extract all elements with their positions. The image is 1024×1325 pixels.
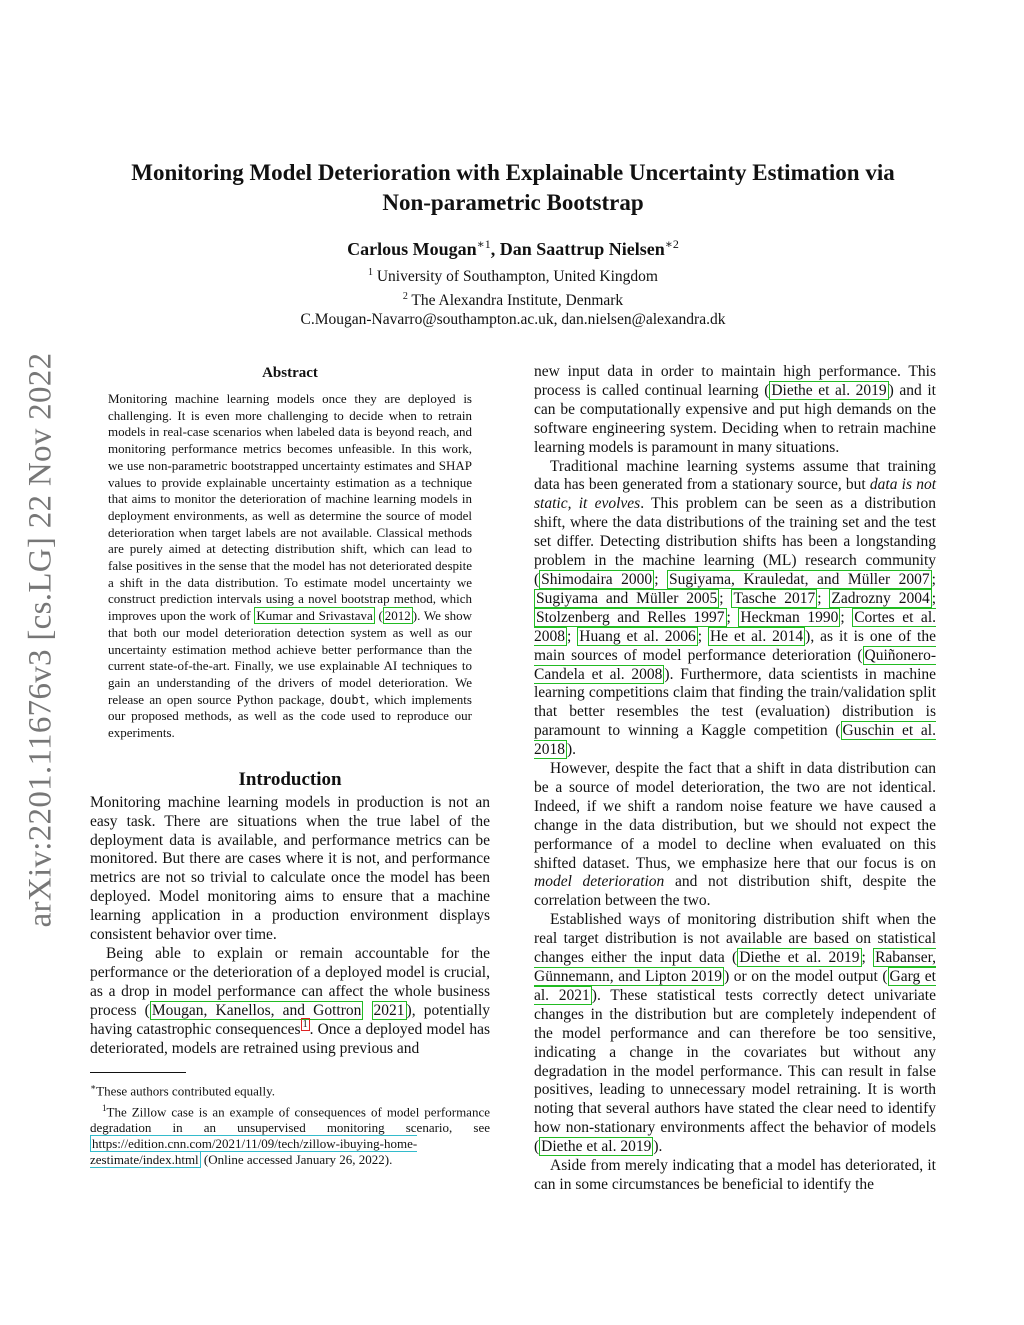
footnote-ref-link[interactable]: 1 [302,1019,308,1031]
citation-link[interactable]: 2012 [384,608,411,624]
citation-link[interactable]: Rabanser, Günnemann, and Lipton 2019 [534,949,936,985]
package-name: doubt [329,692,366,707]
citation-link[interactable]: He et al. 2014 [709,627,804,645]
abstract-text: ( [374,608,383,624]
separator: ; [840,608,853,626]
footnote-text: These authors contributed equally. [96,1083,276,1099]
abstract-heading: Abstract [262,365,318,381]
separator: ; [654,570,668,588]
separator: ; [931,589,937,607]
affil-text: The Alexandra Institute, Denmark [407,291,624,309]
author-name: Dan Saattrup Nielsen [499,239,665,259]
citation-link[interactable]: Diethe et al. 2019 [771,381,887,399]
footnote [90,1100,490,1168]
author-name: Carlous Mougan [347,239,477,259]
intro-paragraph [90,945,490,1058]
separator: ; [726,608,739,626]
separator: ; [861,949,874,967]
paragraph-text: ), potentially having catastrophic consequences [90,1001,491,1038]
abstract-text: ). We show that both our model deterioration detection system as well as our uncertainty estimation method achieve better performance than the current state-of-the-art. Finally, we use explainable AI techniques to gain an understanding of the drivers of model deterioration. We release an open source Python package, [108,608,472,707]
citation-link[interactable]: Garg et al. 2021 [534,968,936,1004]
paragraph-text: However, despite the fact that a shift in data distribution can be a source of model deterioration, the two are not identical. Indeed, if we shift a random noise feature we have caused a change in the data distribution, but we should not expect the performance of a model to decline when evaluated on this shifted dataset. Thus, we emphasize here that our focus is on [534,760,936,872]
footnote-rule [90,1072,186,1073]
separator: ; [719,589,732,607]
citation-link[interactable]: Stolzenberg and Relles 1997 [536,608,725,626]
body-paragraph [534,458,936,761]
paragraph-text: Being able to explain or remain accountable for the performance or the deterioration of a deployed model is crucial, as a drop in model performance can affect the whole business process ( [90,945,490,1019]
title-line-1: Monitoring Model Deterioration with Explainable Uncertainty Estimation via [131,160,895,185]
separator: ; [567,627,578,645]
body-paragraph [534,363,936,458]
author-affil-mark: ∗1 [476,237,491,251]
paragraph-text: ). These statistical tests correctly detect univariate changes in the distribution but are completely independent of the model performance and can therefore be too sensitive, indicating a change in the covariates but without any degradation in the model performance. This can result in false positives, leading to unnecessary model retraining. It is worth noting that several authors have stated the clear need to identify how non-stationary environments affect the behavior of models ( [534,986,936,1156]
citation-link[interactable]: Shimodaira 2000 [541,570,653,588]
paper-title [90,158,936,218]
citation-link[interactable]: Kumar and Srivastava [256,608,373,624]
paragraph-text: Traditional machine learning systems assume that training data has been generated from a stationary source, but [534,457,936,494]
right-column [534,363,936,1195]
footnote-text: (Online accessed January 26, 2022). [200,1152,393,1168]
affiliation-line [90,287,936,311]
emphasis-text: data is not static, it evolves [534,476,936,513]
paragraph-text: Established ways of monitoring distribution shift when the real target distribution is not available are based on statistical changes either the input data ( [534,911,936,967]
author-affil-mark: ∗2 [664,237,679,251]
footnote [90,1079,490,1099]
footnote-mark: 1 [102,1102,107,1113]
affil-text: University of Southampton, United Kingdom [372,268,658,286]
affil-number: 1 [367,267,373,278]
paragraph-text: ). [567,741,577,759]
footnote-text: The Zillow case is an example of consequences of model performance degradation in an unsupervised monitoring scenario, see [90,1104,490,1136]
paragraph-text: ) and it can be computationally expensive and put high demands on the software engineering system. Deciding when to retrain machine learning models is paramount in many situations. [534,381,936,456]
affil-number: 2 [402,290,408,302]
author-line [90,232,936,261]
author-emails: C.Mougan-Navarro@southampton.ac.uk, dan.nielsen@alexandra.dk [300,311,726,329]
citation-link[interactable]: Sugiyama and Müller 2005 [536,589,718,607]
author-separator: , [490,239,500,259]
body-paragraph: Aside from merely indicating that a model has deteriorated, it can in some circumstances be beneficial to identify the [534,1157,936,1193]
introduction-heading: Introduction [238,768,342,790]
footnote-url-link[interactable]: https://edition.cnn.com/2021/11/09/tech/zillow-ibuying-home-zestimate/index.html [90,1136,418,1168]
affiliations [90,263,936,330]
body-paragraph [534,760,936,911]
body-paragraph [534,911,936,1157]
paragraph-text: ) or on the model output ( [724,968,888,985]
arxiv-sidebar-stamp [4,330,78,950]
left-column [90,363,490,1168]
separator: ; [697,627,708,645]
abstract-text: , which implements our proposed methods, as well as the code used to reproduce our experiments. [108,691,472,741]
citation-link[interactable]: Cortes et al. 2008 [534,608,936,645]
citation-link[interactable]: Guschin et al. 2018 [534,722,936,759]
citation-link[interactable]: Tasche 2017 [733,589,816,607]
title-line-2: Non-parametric Bootstrap [382,190,644,215]
paragraph-text: . Once a deployed model has deteriorated, models are retrained using previous and [90,1020,490,1057]
citation-link[interactable]: Diethe et al. 2019 [541,1138,652,1156]
citation-link[interactable]: Diethe et al. 2019 [739,949,860,967]
citation-link[interactable]: Sugiyama, Krauledat, and Müller 2007 [669,570,930,588]
paragraph-text: . This problem can be seen as a distribution shift, where the data distributions of the training set and the test set differ. Detecting distribution shifts has been a longstanding problem in the machine learning (ML) research community ( [534,495,936,588]
separator: ; [817,589,830,607]
citation-link[interactable]: Mougan, Kanellos, and Gottron [151,1001,362,1019]
citation-link[interactable]: Zadrozny 2004 [831,589,930,607]
paragraph-text: ). Furthermore, data scientists in machine learning competitions claim that finding the train/validation split that better resembles the test (evaluation) distribution is paramount to winning a Kaggle competition ( [534,665,936,740]
intro-paragraph: Monitoring machine learning models in production is not an easy task. There are situations when the true label of the deployment data is available, and performance metrics can be monitored. But there are cases where it is not, and performance metrics are not so trivial to calculate once the model has been deployed. Model monitoring aims to ensure that a machine learning application in a production environment displays consistent behavior over time. [90,793,490,944]
citation-link[interactable]: Quiñonero-Candela et al. 2008 [534,646,936,683]
paragraph-text: and not distribution shift, despite the correlation between the two. [534,873,936,910]
abstract-text: Monitoring machine learning models once they are deployed is challenging. It is even more challenging to decide when to retrain models in real-case scenarios when labeled data is beyond reach, and monitoring performance metrics becomes unfeasible. In this work, we use non-parametric bootstrapped uncertainty estimates and SHAP values to provide explainable uncertainty estimation as a technique that aims to monitor the deterioration of machine learning models in deployment environments, as well as determine the source of model deterioration when target labels are not available. Classical methods are purely aimed at detecting distribution shift, which can lead to false positives in the sense that the model has not deteriorated despite a shift in the data distribution. To estimate model uncertainty we construct prediction intervals using a novel bootstrap method, which improves upon the work of [108,391,472,624]
affiliation-line [90,263,936,287]
paragraph-text: ). [653,1138,663,1156]
citation-link[interactable]: Heckman 1990 [740,608,839,626]
abstract-body [108,391,472,742]
footnote-mark: ∗ [90,1082,97,1093]
emphasis-text: model deterioration [534,873,665,891]
arxiv-identifier: arXiv:2201.11676v3 [cs.LG] 22 Nov 2022 [22,352,59,928]
separator: ; [931,570,936,588]
citation-link[interactable]: 2021 [373,1001,405,1019]
paragraph-text: new input data in order to maintain high performance. This process is called continual learning ( [534,363,936,399]
paragraph-text: ), as it is one of the main sources of model performance deterioration ( [534,627,936,664]
citation-link[interactable]: Huang et al. 2006 [579,627,696,645]
